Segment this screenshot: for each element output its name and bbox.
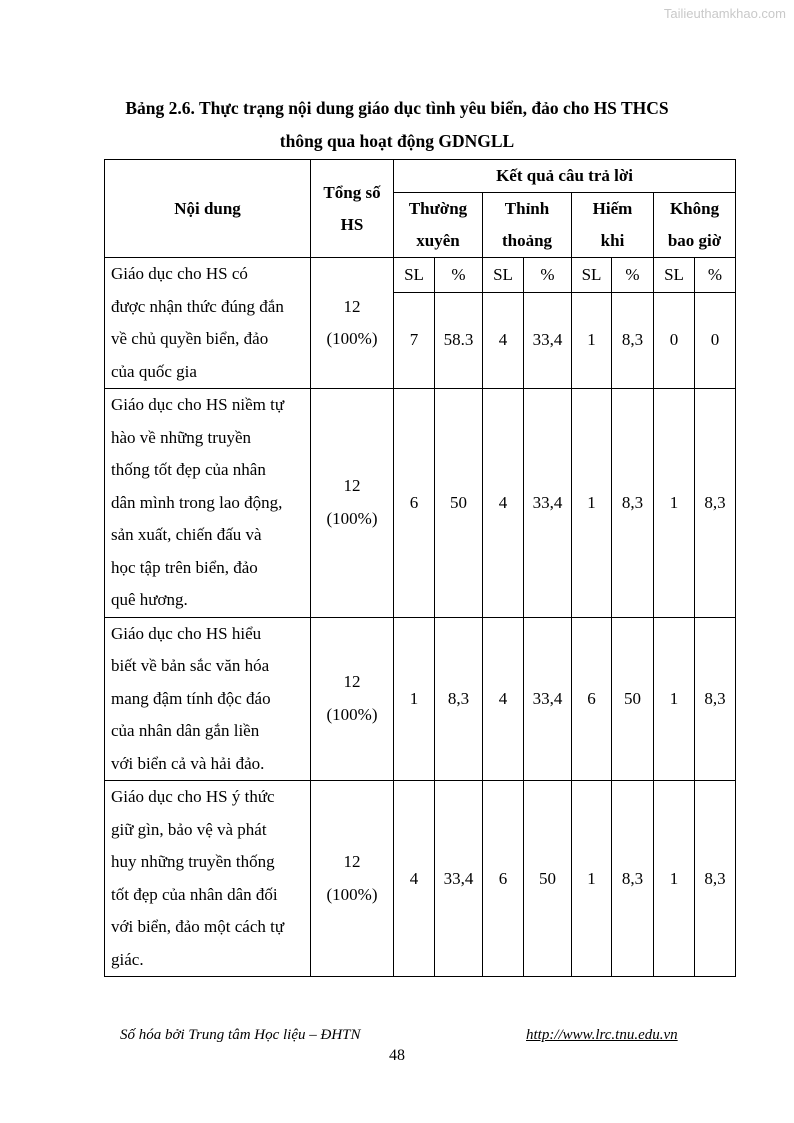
row-4-total: 12 (100%) (311, 781, 394, 977)
table-cell: 4 (483, 292, 524, 388)
caption-line-1: Bảng 2.6. Thực trạng nội dung giáo dục tình yêu biển, đảo cho HS THCS (125, 98, 669, 118)
sl-label: SL (572, 258, 612, 293)
table-cell: 1 (572, 389, 612, 618)
table-cell: 33,4 (524, 292, 572, 388)
table-cell: 4 (483, 389, 524, 618)
table-cell: 33,4 (524, 617, 572, 781)
table-cell: 8,3 (695, 389, 736, 618)
table-cell: 1 (572, 781, 612, 977)
pct-label: % (612, 258, 654, 293)
table-cell: 8,3 (695, 781, 736, 977)
table-cell: 33,4 (435, 781, 483, 977)
table-cell: 8,3 (612, 389, 654, 618)
row-1-total: 12 (100%) (311, 258, 394, 389)
page-number: 48 (389, 1047, 405, 1064)
header-content: Nội dung (105, 160, 311, 258)
table-cell: 4 (483, 617, 524, 781)
header-results: Kết quả câu trả lời (394, 160, 736, 193)
table-cell: 1 (394, 617, 435, 781)
caption-line-2: thông qua hoạt động GDNGLL (279, 131, 515, 151)
table-cell: 1 (654, 781, 695, 977)
sl-label: SL (654, 258, 695, 293)
table-cell: 1 (572, 292, 612, 388)
watermark: Tailieuthamkhao.com (663, 6, 786, 21)
results-table (104, 159, 736, 977)
header-freq-never: Không bao giờ (654, 193, 736, 258)
row-3-total: 12 (100%) (311, 617, 394, 781)
row-4-content: Giáo dục cho HS ý thức giữ gìn, bảo vệ và phát huy những truyền thống tốt đẹp của nhân dân đối với biển, đảo một cách tự giác. (105, 781, 311, 977)
row-2-content: Giáo dục cho HS niềm tự hào về những truyền thống tốt đẹp của nhân dân mình trong lao động, sản xuất, chiến đấu và học tập trên biển, đảo quê hương. (105, 389, 311, 618)
table-cell: 0 (695, 292, 736, 388)
row-2-total: 12 (100%) (311, 389, 394, 618)
table-cell: 50 (524, 781, 572, 977)
table-cell: 1 (654, 389, 695, 618)
table-caption (0, 92, 794, 158)
table-cell: 8,3 (612, 292, 654, 388)
table-cell: 8,3 (695, 617, 736, 781)
row-1-content: Giáo dục cho HS có được nhận thức đúng đắn về chủ quyền biển, đảo của quốc gia (105, 258, 311, 389)
table-cell: 50 (612, 617, 654, 781)
table-cell: 50 (435, 389, 483, 618)
footer-source: Số hóa bởi Trung tâm Học liệu – ĐHTN (120, 1027, 361, 1043)
table-cell: 7 (394, 292, 435, 388)
sl-label: SL (483, 258, 524, 293)
table-cell: 1 (654, 617, 695, 781)
pct-label: % (435, 258, 483, 293)
pct-label: % (524, 258, 572, 293)
footer-link[interactable]: http://www.lrc.tnu.edu.vn (526, 1027, 678, 1043)
table-cell: 8,3 (435, 617, 483, 781)
table-cell: 4 (394, 781, 435, 977)
header-total (311, 160, 394, 258)
table-cell: 6 (483, 781, 524, 977)
table-cell: 33,4 (524, 389, 572, 618)
sl-label: SL (394, 258, 435, 293)
table-cell: 0 (654, 292, 695, 388)
header-freq-sometimes: Thỉnh thoảng (483, 193, 572, 258)
table-cell: 58.3 (435, 292, 483, 388)
pct-label: % (695, 258, 736, 293)
row-3-content: Giáo dục cho HS hiểu biết về bản sắc văn hóa mang đậm tính độc đáo của nhân dân gắn liền với biển cả và hải đảo. (105, 617, 311, 781)
header-freq-rarely: Hiếm khi (572, 193, 654, 258)
table-cell: 6 (572, 617, 612, 781)
header-total-line2: HS (340, 214, 364, 234)
header-freq-regular: Thường xuyên (394, 193, 483, 258)
table-cell: 6 (394, 389, 435, 618)
header-total-line1: Tổng số (323, 182, 381, 202)
table-cell: 8,3 (612, 781, 654, 977)
